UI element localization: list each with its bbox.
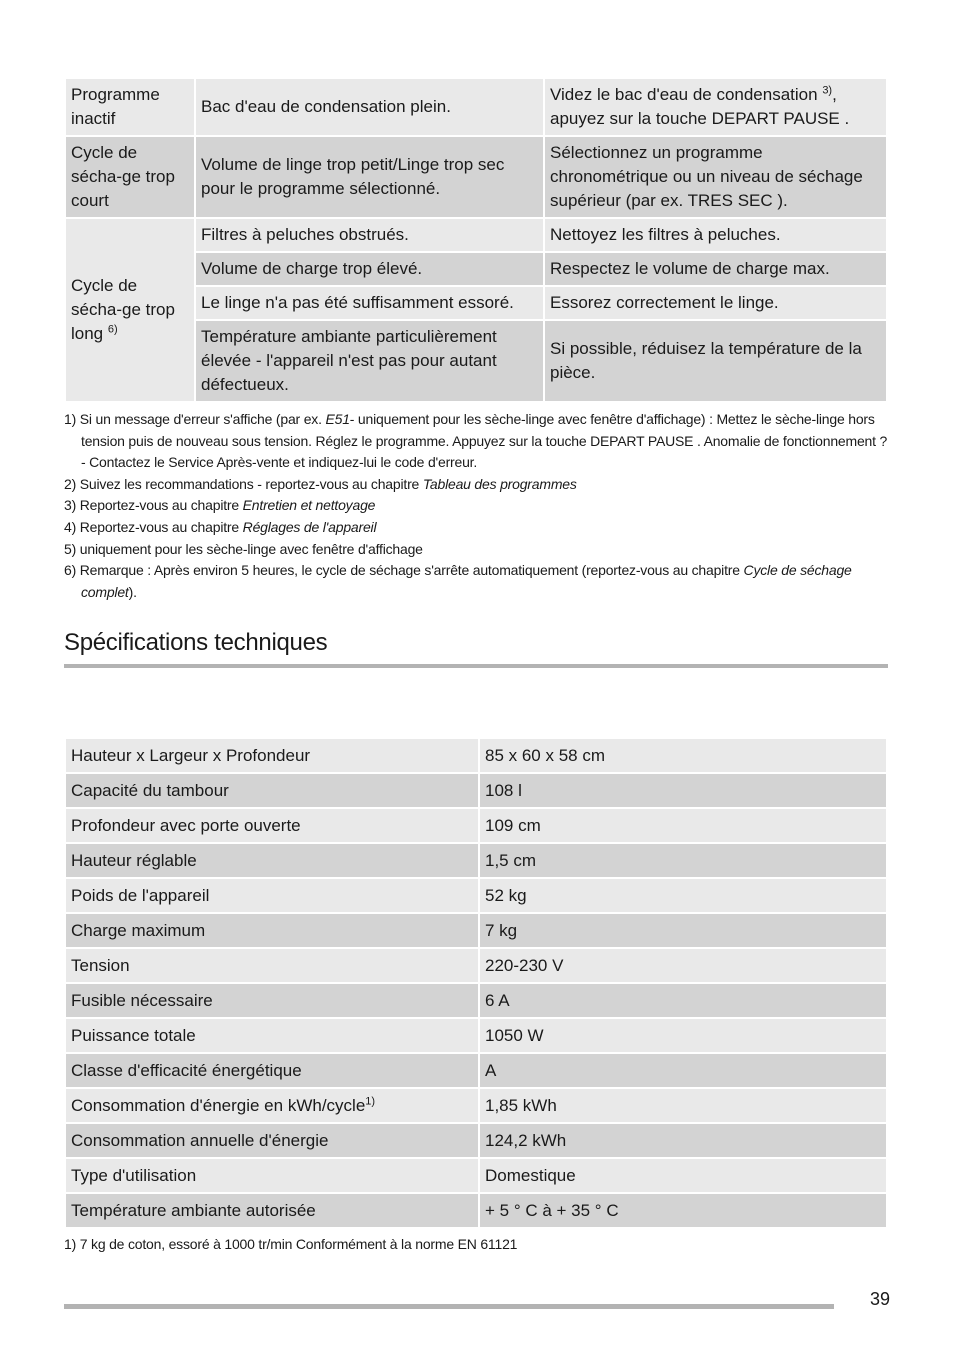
problem-cell: Cycle de sécha-ge trop long $^{6)}$ xyxy=(65,218,195,402)
solution-cell: Respectez le volume de charge max. xyxy=(544,252,887,286)
page-content xyxy=(64,77,888,1254)
spec-value: 85 x 60 x 58 cm xyxy=(479,738,887,773)
spec-value: A xyxy=(479,1053,887,1088)
table-row xyxy=(65,738,887,773)
spec-label: Fusible nécessaire xyxy=(65,983,479,1018)
solution-cell: Sélectionnez un programme chronométrique ou un niveau de séchage supérieur (par ex. TRES SEC ). xyxy=(544,136,887,218)
spec-value: 124,2 kWh xyxy=(479,1123,887,1158)
table-row xyxy=(65,808,887,843)
spec-value: 1050 W xyxy=(479,1018,887,1053)
footnote: 5) uniquement pour les sèche-linge avec fenêtre d'affichage xyxy=(64,540,423,557)
page-number: 39 xyxy=(870,1289,891,1309)
cause-cell: Température ambiante particulièrement élevée - l'appareil n'est pas pour autant défectueux. xyxy=(195,320,544,402)
table-row xyxy=(65,1158,887,1193)
footnote: 3) Reportez-vous au chapitre Entretien et nettoyage xyxy=(64,497,376,514)
spec-value: 1,5 cm xyxy=(479,843,887,878)
spec-value: 108 l xyxy=(479,773,887,808)
table-row xyxy=(65,1053,887,1088)
spec-label: Tension xyxy=(65,948,479,983)
specifications-table xyxy=(64,737,888,1229)
table-row xyxy=(65,773,887,808)
problem-cell: Cycle de sécha-ge trop court xyxy=(65,136,195,218)
cause-cell: Volume de linge trop petit/Linge trop sec pour le programme sélectionné. xyxy=(195,136,544,218)
spec-label: Hauteur réglable xyxy=(65,843,479,878)
footnote: 2) Suivez les recommandations - reportez-vous au chapitre Tableau des programmes xyxy=(64,475,577,492)
solution-cell: Essorez correctement le linge. xyxy=(544,286,887,320)
spec-label: Hauteur x Largeur x Profondeur xyxy=(65,738,479,773)
table-row xyxy=(65,878,887,913)
section-title: Spécifications techniques xyxy=(64,628,888,668)
table-row xyxy=(65,983,887,1018)
spec-label: Consommation annuelle d'énergie xyxy=(65,1123,479,1158)
spec-label: Type d'utilisation xyxy=(65,1158,479,1193)
cause-cell: Filtres à peluches obstrués. xyxy=(195,218,544,252)
spec-value: + 5 ° C à + 35 ° C xyxy=(479,1193,887,1228)
footnote: 1) Si un message d'erreur s'affiche (par ex. E51- uniquement pour les sèche-linge avec fenêtre d'affichage) : Mettez le sèche-linge hors tension puis de nouveau sous tension. Réglez le programme. Appuyez sur la touche DEPART PAUSE . Anomalie de fonctionnement ? - Contactez le Service Après-vente et indiquez-lui le code d'erreur. xyxy=(64,411,888,471)
problem-cell: Programme inactif xyxy=(65,78,195,136)
cause-cell: Volume de charge trop élevé. xyxy=(195,252,544,286)
cause-cell: Le linge n'a pas été suffisamment essoré. xyxy=(195,286,544,320)
spec-label: Température ambiante autorisée xyxy=(65,1193,479,1228)
solution-cell: Videz le bac d'eau de condensation $^{3)}$, apuyez sur la touche DEPART PAUSE . xyxy=(544,78,887,136)
footnote: 4) Reportez-vous au chapitre Réglages de l'appareil xyxy=(64,518,377,535)
spec-label: Capacité du tambour xyxy=(65,773,479,808)
spec-value: 1,85 kWh xyxy=(479,1088,887,1123)
table-row xyxy=(65,218,887,252)
solution-cell: Si possible, réduisez la température de la pièce. xyxy=(544,320,887,402)
table-row xyxy=(65,948,887,983)
spec-value: 109 cm xyxy=(479,808,887,843)
troubleshooting-table xyxy=(64,77,888,403)
table-row xyxy=(65,1018,887,1053)
spec-value: 7 kg xyxy=(479,913,887,948)
spec-label: Classe d'efficacité énergétique xyxy=(65,1053,479,1088)
footnote: 6) Remarque : Après environ 5 heures, le cycle de séchage s'arrête automatiquement (reportez-vous au chapitre Cycle de séchage complet). xyxy=(64,562,852,600)
solution-cell: Nettoyez les filtres à peluches. xyxy=(544,218,887,252)
spec-value: 220-230 V xyxy=(479,948,887,983)
table-row xyxy=(65,913,887,948)
table-row xyxy=(65,1193,887,1228)
table-row xyxy=(65,1123,887,1158)
spec-label: Charge maximum xyxy=(65,913,479,948)
spec-label: Consommation d'énergie en kWh/cycle$^{1)}$ xyxy=(65,1088,479,1123)
spec-label: Poids de l'appareil xyxy=(65,878,479,913)
bottom-divider xyxy=(64,1304,834,1309)
table-row xyxy=(65,136,887,218)
spec-value: 6 A xyxy=(479,983,887,1018)
spec-label: Puissance totale xyxy=(65,1018,479,1053)
spec-label: Profondeur avec porte ouverte xyxy=(65,808,479,843)
footnotes xyxy=(64,409,888,603)
table-row xyxy=(65,843,887,878)
table-row xyxy=(65,78,887,136)
spec-value: Domestique xyxy=(479,1158,887,1193)
specs-footnote: 1) 7 kg de coton, essoré à 1000 tr/min Conformément à la norme EN 61121 xyxy=(64,1236,518,1253)
spec-value: 52 kg xyxy=(479,878,887,913)
table-row xyxy=(65,1088,887,1123)
cause-cell: Bac d'eau de condensation plein. xyxy=(195,78,544,136)
